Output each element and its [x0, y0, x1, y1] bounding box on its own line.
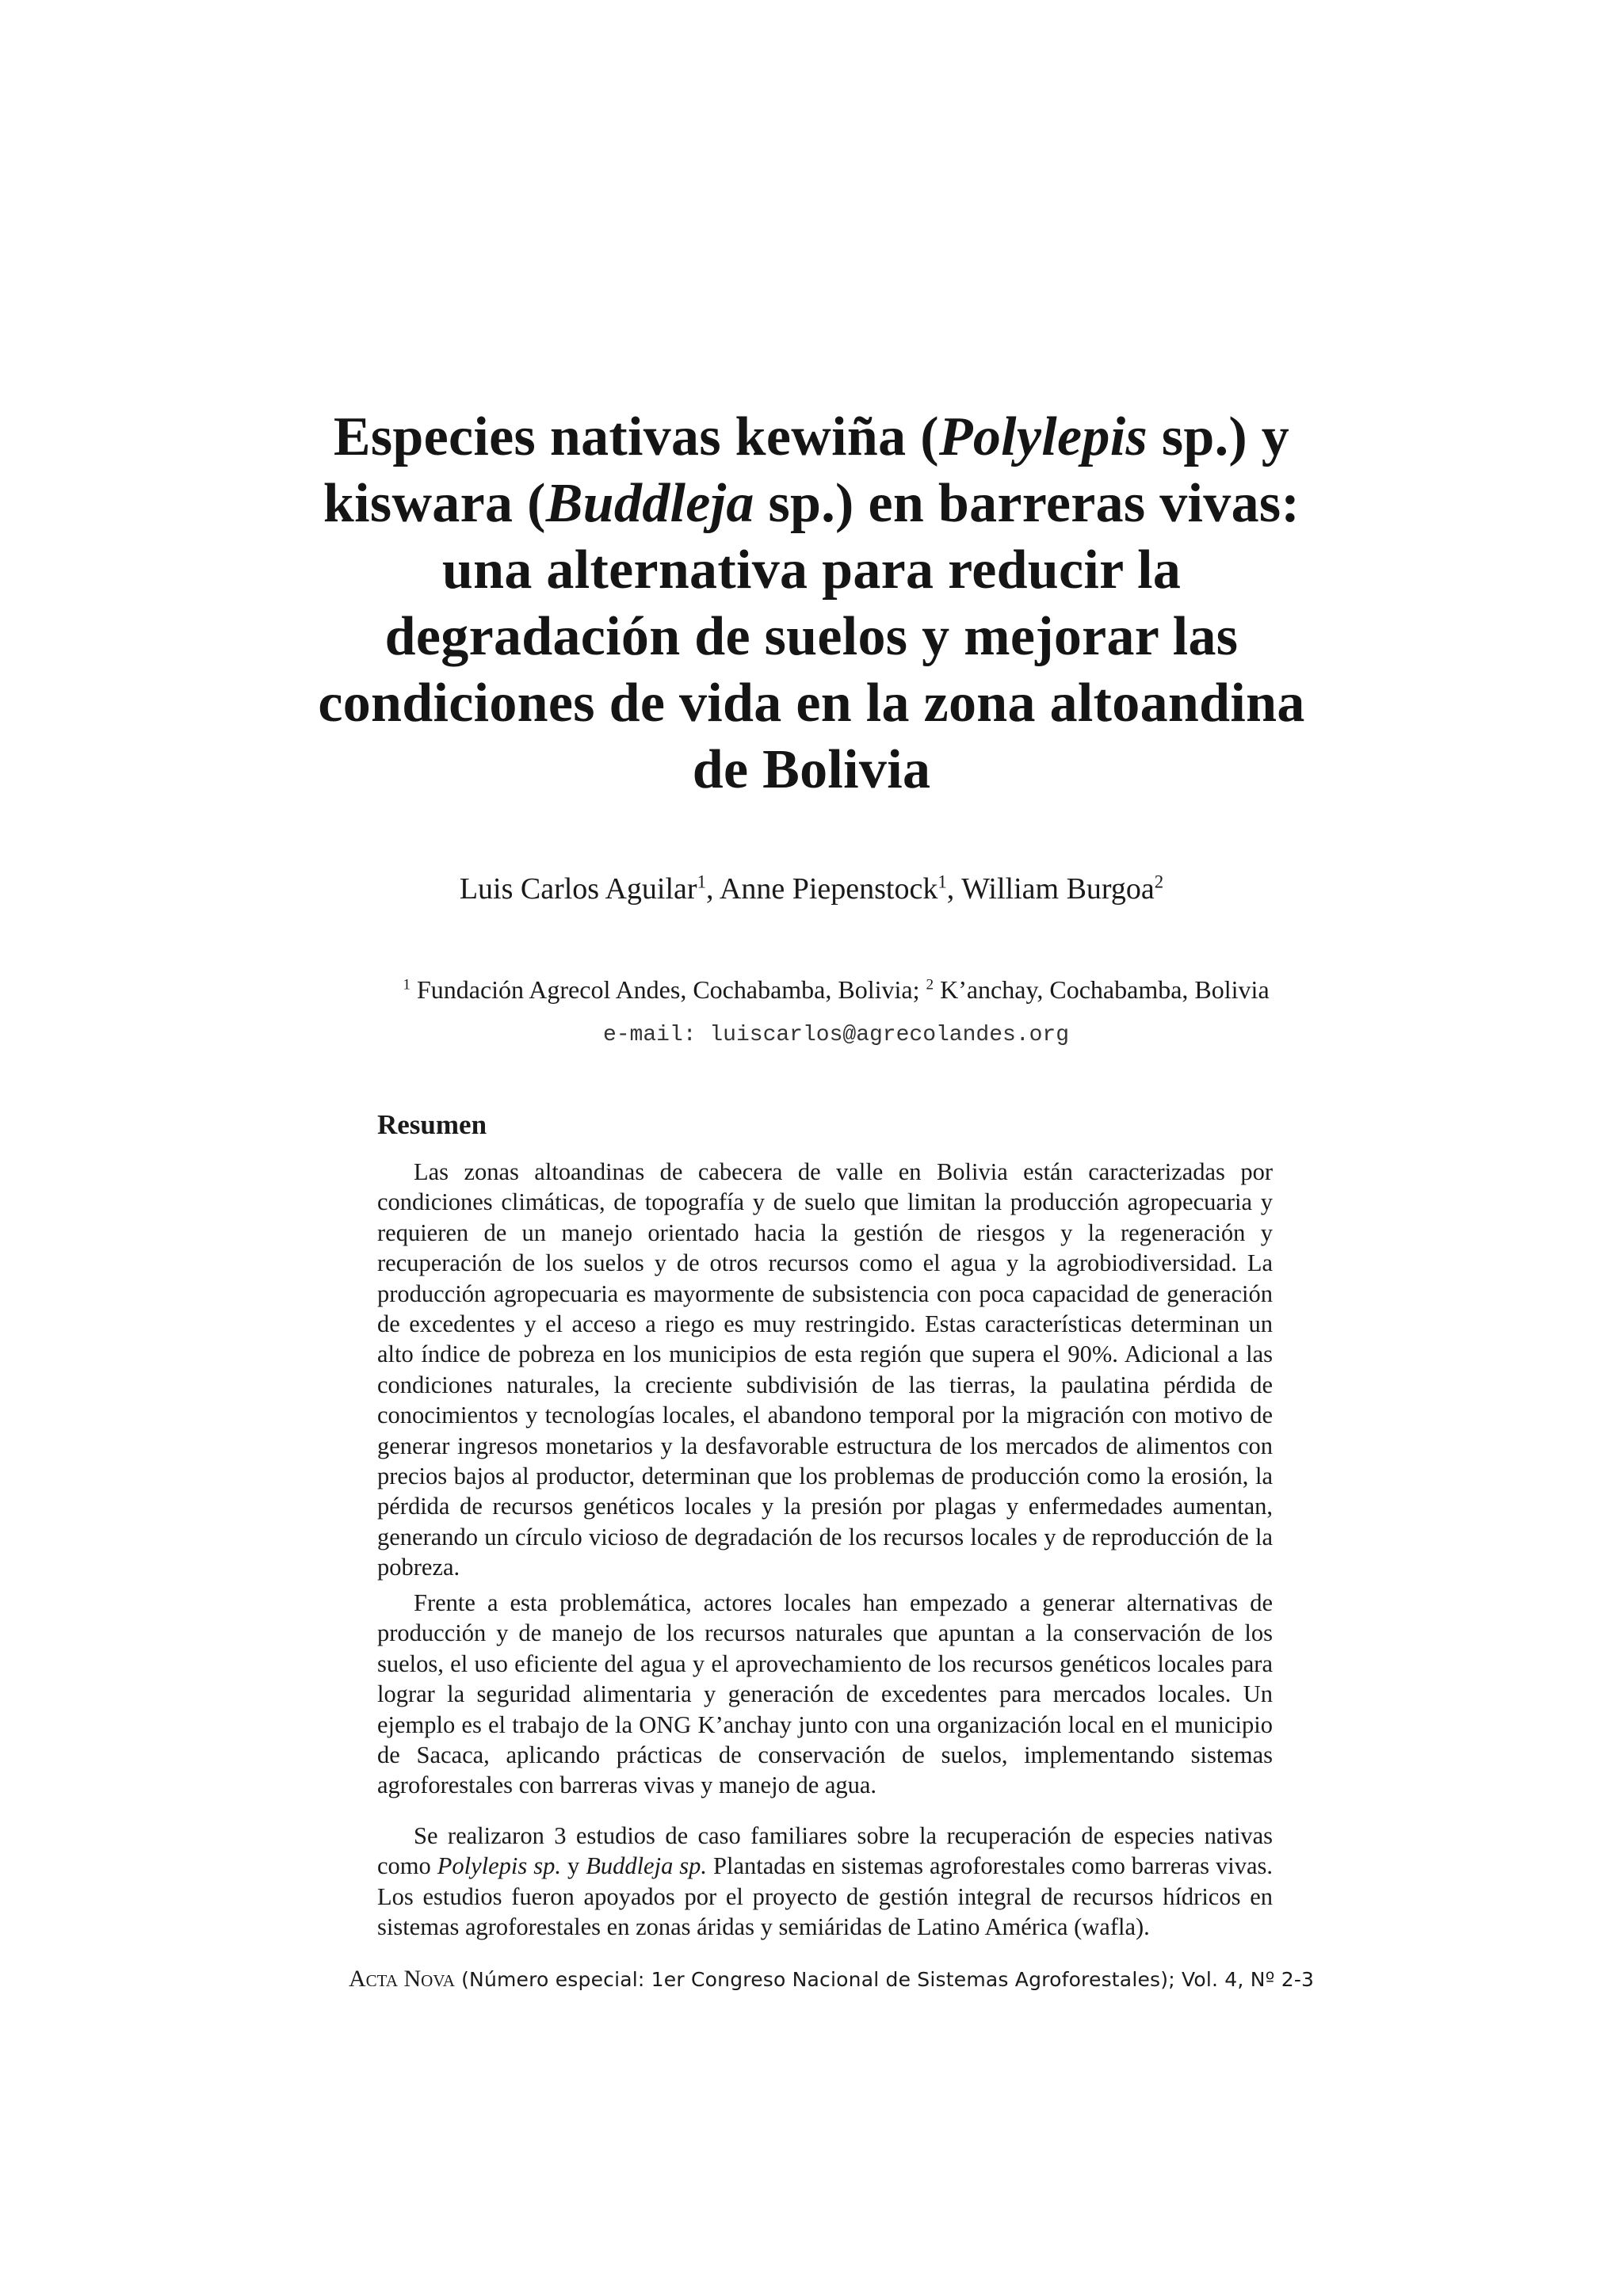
affiliation-text: Fundación Agrecol Andes, Cochabamba, Bolivia; — [410, 975, 926, 1004]
paragraph-text: Plantadas en sistemas agroforestales como barreras vivas. Los estudios fueron apoyados por el proyecto de gestión integral de recursos hídricos en sistemas agroforestales en zonas áridas y semiáridas de Latino América (wafla). — [377, 1852, 1273, 1941]
paragraph-text: Se realizaron 3 estudios de caso familiares sobre la recuperación de especies nativas como — [377, 1822, 1273, 1880]
page-footer — [349, 1965, 1315, 1994]
title-text-part3: sp.) en barreras vivas: una alternativa para reducir la degradación de suelos y mejorar las condiciones de vida en la zona altoandina de Bolivia — [318, 473, 1305, 800]
article-title — [301, 404, 1322, 803]
species-name: Polylepis sp. — [437, 1852, 561, 1880]
author-affiliation-mark: 2 — [1154, 871, 1164, 892]
contact-email: e-mail: luiscarlos@agrecolandes.org — [602, 1023, 1070, 1047]
affiliation-mark: 1 — [403, 976, 411, 994]
species-name: Buddleja sp. — [586, 1852, 708, 1880]
abstract-paragraph — [377, 1821, 1273, 1943]
journal-issue: (Número especial: 1er Congreso Nacional de Sistemas Agroforestales); Vol. 4, Nº 2-3 — [454, 1968, 1315, 1991]
author-name: Luis Carlos Aguilar — [459, 872, 697, 906]
author-separator: , — [946, 872, 962, 906]
author-affiliation-mark: 1 — [697, 871, 706, 892]
author-list — [301, 870, 1322, 908]
title-genus-buddleja: Buddleja — [545, 473, 754, 534]
title-genus-polylepis: Polylepis — [938, 406, 1148, 467]
abstract-paragraph: Las zonas altoandinas de cabecera de valle en Bolivia están caracterizadas por condiciones climáticas, de topografía y de suelo que limitan la producción agropecuaria y requieren de un manejo orientado hacia la gestión de riesgos y la regeneración y recuperación de los suelos y de otros recursos como el agua y la agrobiodiversidad. La producción agropecuaria es mayormente de subsistencia con poca capacidad de generación de excedentes y el acceso a riego es muy restringido. Estas características determinan un alto índice de pobreza en los municipios de esta región que supera el 90%. Adicional a las condiciones naturales, la creciente subdivisión de las tierras, la paulatina pérdida de conocimientos y tecnologías locales, el abandono temporal por la migración con motivo de generar ingresos monetarios y la desfavorable estructura de los mercados de alimentos con precios bajos al productor, determinan que los problemas de producción como la erosión, la pérdida de recursos genéticos locales y la presión por plagas y enfermedades aumentan, generando un círculo vicioso de degradación de los recursos locales y de reproducción de la pobreza. — [377, 1158, 1273, 1581]
paragraph-text: y — [560, 1852, 586, 1880]
journal-name: Acta Nova — [349, 1966, 455, 1992]
abstract-paragraph: Frente a esta problemática, actores locales han empezado a generar alternativas de producción y de manejo de los recursos naturales que apuntan a la conservación de los suelos, el uso eficiente del agua y el aprovechamiento de los recursos genéticos locales para lograr la seguridad alimentaria y generación de excedentes para mercados locales. Un ejemplo es el trabajo de la ONG K’anchay junto con una organización local en el municipio de Sacaca, aplicando prácticas de conservación de suelos, implementando sistemas agroforestales con barreras vivas y manejo de agua. — [377, 1589, 1273, 1799]
title-text-part1: Especies nativas kewiña ( — [333, 406, 939, 467]
author-separator: , — [705, 872, 720, 906]
author-affiliation-mark: 1 — [938, 871, 947, 892]
affiliation-mark: 2 — [926, 976, 934, 994]
abstract-heading: Resumen — [377, 1109, 487, 1140]
affiliations — [349, 973, 1323, 1006]
author-name: William Burgoa — [961, 872, 1155, 906]
title-text-part2: sp.) y kiswara ( — [323, 406, 1290, 534]
author-name: Anne Piepenstock — [719, 872, 938, 906]
affiliation-text: K’anchay, Cochabamba, Bolivia — [934, 975, 1270, 1004]
